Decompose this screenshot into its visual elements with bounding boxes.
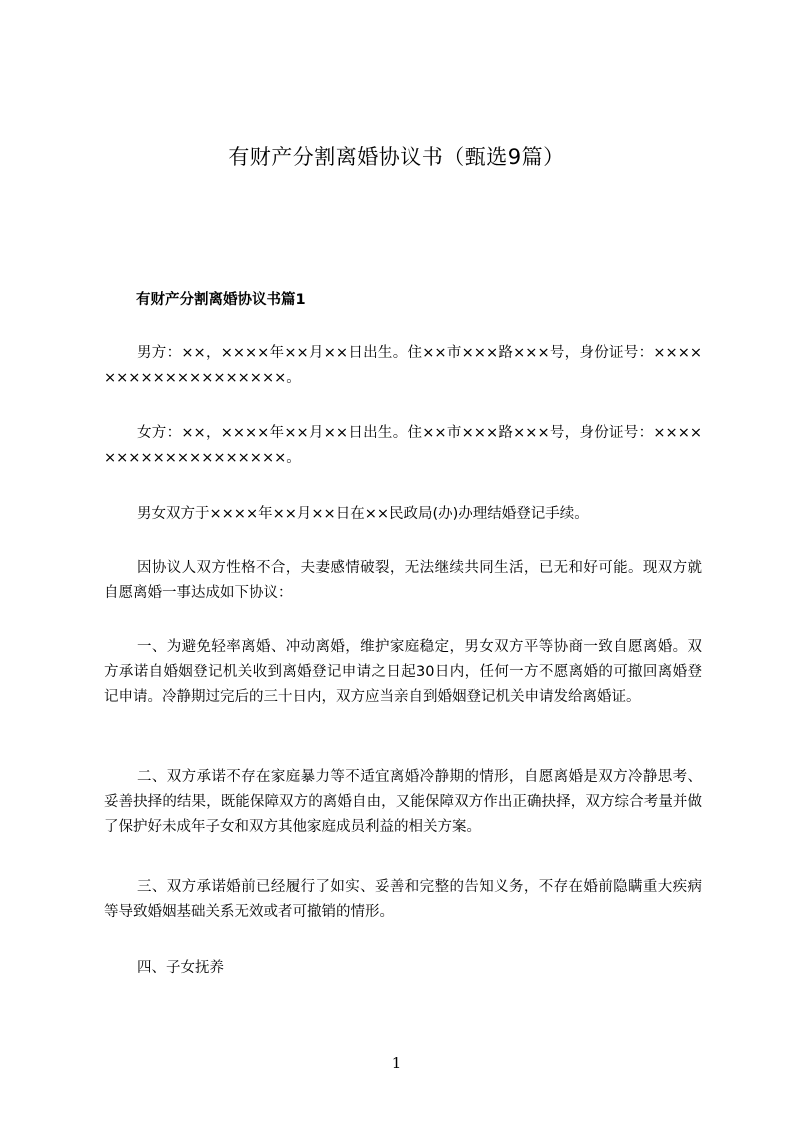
page-number: 1 bbox=[391, 1054, 402, 1072]
paragraph-husband-info: 男方：××，××××年××月××日出生。住××市×××路×××号，身份证号：×××××××××××××××××××。 bbox=[104, 345, 702, 386]
paragraph-clause-4-heading: 四、子女抚养 bbox=[137, 960, 224, 976]
paragraph-wife-info: 女方：××，××××年××月××日出生。住××市×××路×××号，身份证号：×××××××××××××××××××。 bbox=[104, 425, 702, 466]
paragraph-clause-2: 二、双方承诺不存在家庭暴力等不适宜离婚冷静期的情形，自愿离婚是双方冷静思考、妥善抉择的结果，既能保障双方的离婚自由，又能保障双方作出正确抉择，双方综合考量并做了保护好未成年子女和双方其他家庭成员利益的相关方案。 bbox=[104, 769, 702, 835]
paragraph-clause-1: 一、为避免轻率离婚、冲动离婚，维护家庭稳定，男女双方平等协商一致自愿离婚。双方承诺自婚姻登记机关收到离婚登记申请之日起30日内，任何一方不愿离婚的可撤回离婚登记申请。冷静期过完后的三十日内，双方应当亲自到婚姻登记机关申请发给离婚证。 bbox=[104, 639, 702, 705]
document-title: 有财产分割离婚协议书（甄选9篇） bbox=[228, 145, 565, 169]
paragraph-divorce-reason: 因协议人双方性格不合，夫妻感情破裂，无法继续共同生活，已无和好可能。现双方就自愿离婚一事达成如下协议： bbox=[104, 560, 702, 601]
section-heading: 有财产分割离婚协议书篇1 bbox=[136, 292, 306, 308]
paragraph-marriage-registration: 男女双方于××××年××月××日在××民政局(办)办理结婚登记手续。 bbox=[137, 506, 589, 522]
paragraph-clause-3: 三、双方承诺婚前已经履行了如实、妥善和完整的告知义务，不存在婚前隐瞒重大疾病等导致婚姻基础关系无效或者可撤销的情形。 bbox=[104, 879, 702, 920]
